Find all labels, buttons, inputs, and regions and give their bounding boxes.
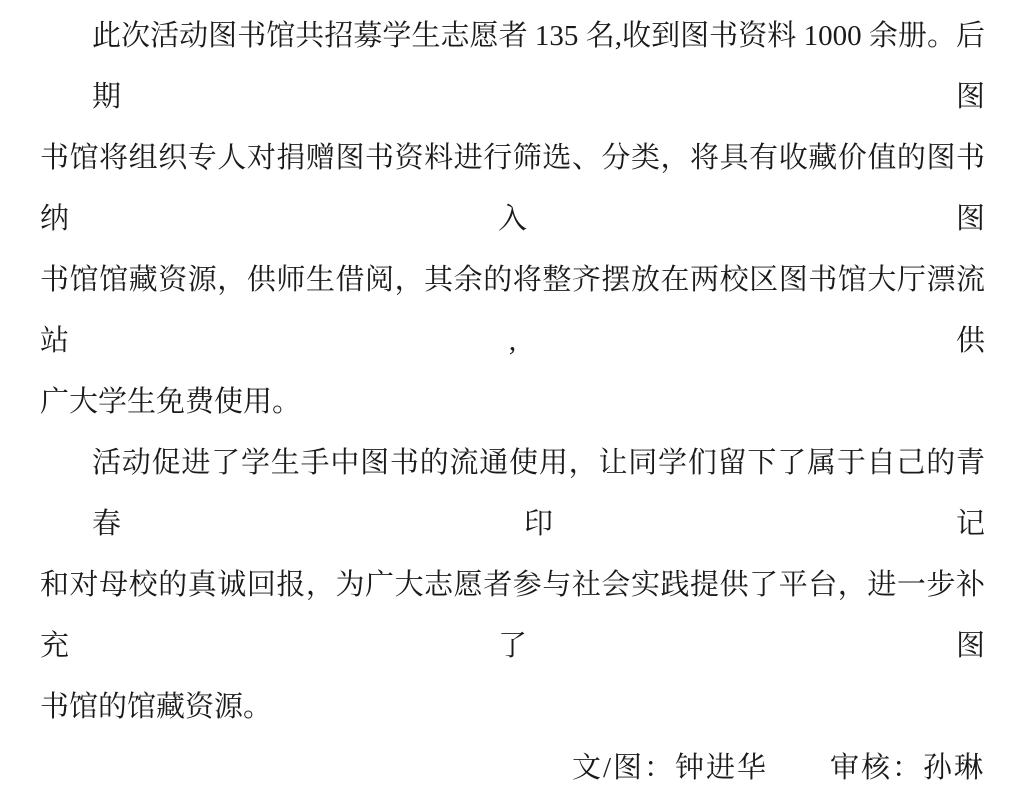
paragraph2-line-1: 活动促进了学生手中图书的流通使用，让同学们留下了属于自己的青春印记	[92, 447, 985, 540]
byline: 文/图：钟进华 审核：孙琳	[571, 752, 985, 784]
paragraph2-line-3: 书馆的馆藏资源。	[40, 691, 273, 723]
paragraph1-line-2: 书馆将组织专人对捐赠图书资料进行筛选、分类，将具有收藏价值的图书纳入图	[40, 142, 985, 235]
paragraph1-line-1: 此次活动图书馆共招募学生志愿者 135 名,收到图书资料 1000 余册。后期图	[92, 20, 985, 113]
paragraph1-line-4: 广大学生免费使用。	[40, 386, 302, 418]
paragraph1-line-3: 书馆馆藏资源，供师生借阅，其余的将整齐摆放在两校区图书馆大厅漂流站,供	[40, 264, 985, 357]
paragraph2-line-2: 和对母校的真诚回报，为广大志愿者参与社会实践提供了平台，进一步补充了图	[40, 569, 985, 662]
